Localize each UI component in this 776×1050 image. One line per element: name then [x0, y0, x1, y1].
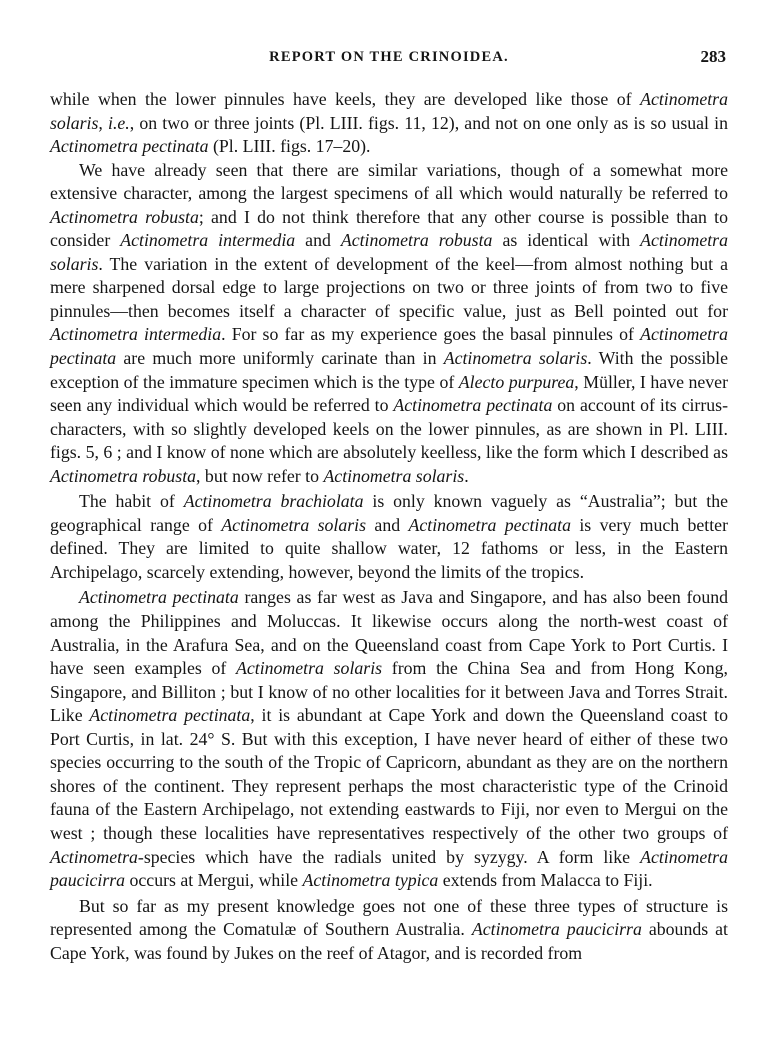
paragraph: while when the lower pinnules have keels, they are developed like those of Actinometra solaris, i.e., on two or three joints (Pl. LIII. figs. 11, 12), and not on one only as is so usual in Actinometra pectinata (Pl. LIII. figs. 17–20). [50, 89, 728, 157]
running-title: REPORT ON THE CRINOIDEA. [269, 49, 509, 65]
body-text [50, 88, 728, 965]
paragraph: But so far as my present knowledge goes not one of these three types of structure is represented among the Comatulæ of Southern Australia. Actinometra paucicirra abounds at Cape York, was found by Jukes on the reef of Atagor, and is recorded from [50, 895, 728, 963]
paragraph: We have already seen that there are similar variations, though of a somewhat more extensive character, among the largest specimens of all which would naturally be referred to Actinometra robusta; and I do not think therefore that any other course is possible than to consider Actinometra intermedia and Actinometra robusta as identical with Actinometra solaris. The variation in the extent of development of the keel—from almost nothing but a mere sharpened dorsal edge to large projections on two or three joints of from two to five pinnules—then becomes itself a character of specific value, just as Bell pointed out for Actinometra intermedia. For so far as my experience goes the basal pinnules of Actinometra pectinata are much more uniformly carinate than in Actinometra solaris. With the possible exception of the immature specimen which is the type of Alecto purpurea, Müller, I have never seen any individual which would be referred to Actinometra pectinata on account of its cirrus-characters, with so slightly developed keels on the lower pinnules, as are shown in Pl. LIII. figs. 5, 6 ; and I know of none which are absolutely keelless, like the form which I described as Actinometra robusta, but now refer to Actinometra solaris. [50, 159, 729, 486]
paragraph: Actinometra pectinata ranges as far west as Java and Singapore, and has also been found among the Philippines and Moluccas. It likewise occurs along the north-west coast of Australia, in the Arafura Sea, and on the Queensland coast from Cape York to Port Curtis. I have seen examples of Actinometra solaris from the China Sea and from Hong Kong, Singapore, and Billiton ; but I know of no other localities for it between Java and Torres Strait. Like Actinometra pectinata, it is abundant at Cape York and down the Queensland coast to Port Curtis, in lat. 24° S. But with this exception, I have never heard of either of these two species occurring to the south of the Tropic of Capricorn, abundant as they are on the northern shores of the continent. They represent perhaps the most characteristic type of the Crinoid fauna of the Eastern Archipelago, not extending eastwards to Fiji, nor even to Mergui on the west ; though these localities have representatives respectively of the other two groups of Actinometra-species which have the radials united by syzygy. A form like Actinometra paucicirra occurs at Mergui, while Actinometra typica extends from Malacca to Fiji. [50, 587, 728, 891]
paragraph: The habit of Actinometra brachiolata is only known vaguely as “Australia”; but the geographical range of Actinometra solaris and Actinometra pectinata is very much better defined. They are limited to quite shallow water, 12 fathoms or less, in the Eastern Archipelago, scarcely extending, however, beyond the limits of the tropics. [50, 491, 728, 582]
running-head [50, 42, 728, 72]
page-number: 283 [700, 47, 726, 66]
